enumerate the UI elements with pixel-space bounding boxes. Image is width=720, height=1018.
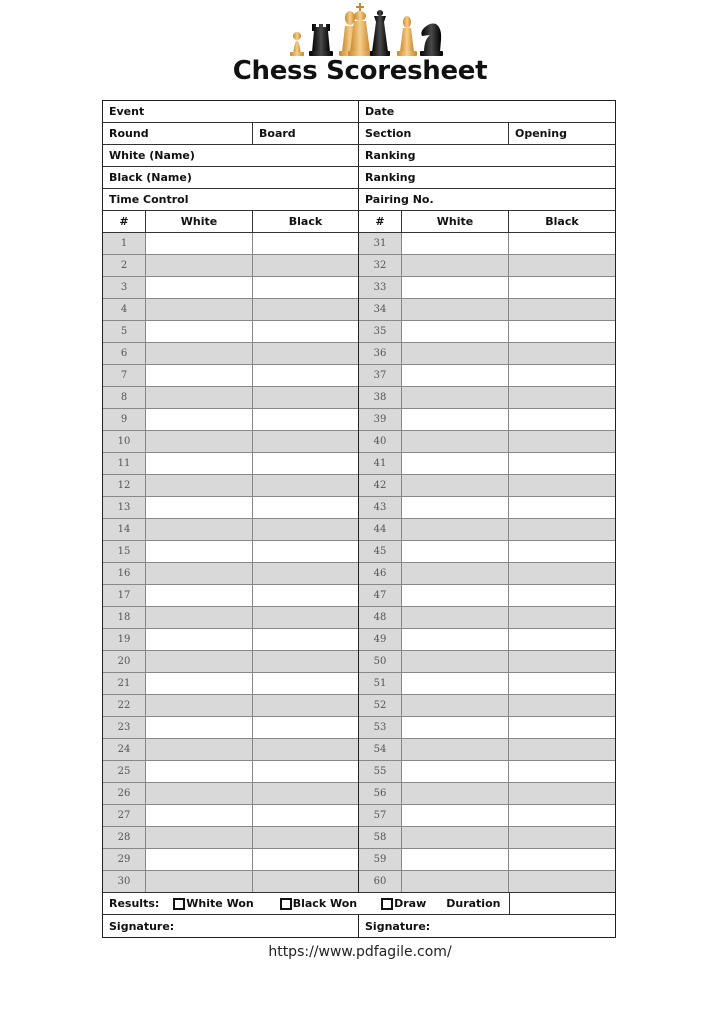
black-move-cell[interactable] [509, 475, 615, 496]
move-row [103, 365, 358, 387]
move-number: 8 [103, 387, 146, 408]
white-move-cell[interactable] [402, 761, 509, 782]
white-move-cell[interactable] [402, 629, 509, 650]
white-ranking-field[interactable]: Ranking [365, 149, 416, 162]
move-row [103, 299, 358, 321]
black-move-cell[interactable] [253, 871, 358, 892]
white-move-cell[interactable] [146, 805, 253, 826]
white-move-cell[interactable] [146, 343, 253, 364]
black-move-cell[interactable] [253, 233, 358, 254]
move-row [359, 277, 615, 299]
black-move-cell[interactable] [509, 739, 615, 760]
move-row [103, 321, 358, 343]
move-number: 41 [359, 453, 402, 474]
move-row [103, 673, 358, 695]
move-number: 32 [359, 255, 402, 276]
white-move-cell[interactable] [146, 827, 253, 848]
white-move-cell[interactable] [402, 343, 509, 364]
checkbox-icon[interactable] [280, 898, 292, 910]
header-row-round [103, 123, 615, 145]
move-number: 33 [359, 277, 402, 298]
move-row [103, 629, 358, 651]
move-number: 4 [103, 299, 146, 320]
move-number: 23 [103, 717, 146, 738]
move-number: 26 [103, 783, 146, 804]
move-number: 14 [103, 519, 146, 540]
move-row [103, 475, 358, 497]
moves-right-column [359, 233, 615, 893]
black-move-cell[interactable] [253, 497, 358, 518]
results-label: Results: [109, 897, 160, 910]
move-number: 49 [359, 629, 402, 650]
white-move-cell[interactable] [402, 299, 509, 320]
move-row [103, 453, 358, 475]
move-row [103, 541, 358, 563]
move-number: 25 [103, 761, 146, 782]
move-number: 38 [359, 387, 402, 408]
draw-label: Draw [394, 897, 427, 910]
move-row [359, 783, 615, 805]
white-move-cell[interactable] [146, 849, 253, 870]
black-move-cell[interactable] [509, 629, 615, 650]
black-move-cell[interactable] [509, 585, 615, 606]
move-number: 12 [103, 475, 146, 496]
header-row-white [103, 145, 615, 167]
move-number: 40 [359, 431, 402, 452]
black-move-cell[interactable] [509, 519, 615, 540]
move-number: 6 [103, 343, 146, 364]
white-move-cell[interactable] [146, 541, 253, 562]
move-number: 54 [359, 739, 402, 760]
white-move-cell[interactable] [146, 651, 253, 672]
header-row-black [103, 167, 615, 189]
move-number: 24 [103, 739, 146, 760]
move-number: 15 [103, 541, 146, 562]
white-move-cell[interactable] [402, 651, 509, 672]
move-row [359, 519, 615, 541]
black-move-cell[interactable] [509, 651, 615, 672]
black-move-cell[interactable] [253, 673, 358, 694]
black-move-cell[interactable] [253, 805, 358, 826]
move-row [103, 519, 358, 541]
move-row [359, 387, 615, 409]
black-move-cell[interactable] [253, 431, 358, 452]
move-row [103, 739, 358, 761]
bishop-light-icon [397, 16, 417, 56]
white-move-cell[interactable] [146, 453, 253, 474]
page-title: Chess Scoresheet [232, 56, 488, 86]
move-row [359, 453, 615, 475]
white-move-cell[interactable] [402, 585, 509, 606]
black-won-label: Black Won [292, 897, 358, 910]
move-row [359, 739, 615, 761]
move-number: 57 [359, 805, 402, 826]
queen-dark-icon [370, 10, 390, 56]
white-move-cell[interactable] [402, 277, 509, 298]
white-move-cell[interactable] [146, 585, 253, 606]
white-move-cell[interactable] [146, 431, 253, 452]
white-move-cell[interactable] [146, 277, 253, 298]
white-move-cell[interactable] [146, 629, 253, 650]
white-move-cell[interactable] [146, 717, 253, 738]
black-move-cell[interactable] [253, 343, 358, 364]
move-row [359, 607, 615, 629]
move-row [359, 431, 615, 453]
white-move-cell[interactable] [402, 387, 509, 408]
black-move-cell[interactable] [253, 717, 358, 738]
move-number: 5 [103, 321, 146, 342]
black-move-cell[interactable] [253, 607, 358, 628]
black-won-option[interactable] [280, 897, 357, 910]
time-control-field[interactable]: Time Control [109, 193, 189, 206]
move-row [359, 343, 615, 365]
black-move-cell[interactable] [253, 849, 358, 870]
move-row [359, 761, 615, 783]
move-row [359, 871, 615, 893]
move-number: 1 [103, 233, 146, 254]
white-move-cell[interactable] [146, 871, 253, 892]
move-number: 42 [359, 475, 402, 496]
move-row [103, 805, 358, 827]
date-field[interactable]: Date [365, 105, 395, 118]
results-cell [103, 893, 510, 914]
move-number: 34 [359, 299, 402, 320]
move-number: 46 [359, 563, 402, 584]
moves-grid [103, 233, 615, 893]
white-move-cell[interactable] [402, 607, 509, 628]
move-row [359, 651, 615, 673]
black-move-cell[interactable] [509, 277, 615, 298]
move-number: 29 [103, 849, 146, 870]
move-row [103, 849, 358, 871]
black-move-cell[interactable] [509, 761, 615, 782]
black-move-cell[interactable] [509, 233, 615, 254]
move-row [103, 761, 358, 783]
black-move-cell[interactable] [253, 255, 358, 276]
black-move-cell[interactable] [509, 343, 615, 364]
white-move-cell[interactable] [146, 607, 253, 628]
black-move-cell[interactable] [509, 563, 615, 584]
white-move-cell[interactable] [402, 541, 509, 562]
move-number: 22 [103, 695, 146, 716]
move-number: 10 [103, 431, 146, 452]
move-row [103, 233, 358, 255]
black-move-cell[interactable] [253, 277, 358, 298]
white-move-cell[interactable] [146, 739, 253, 760]
black-move-cell[interactable] [509, 673, 615, 694]
black-move-cell[interactable] [509, 497, 615, 518]
black-move-cell[interactable] [509, 299, 615, 320]
move-row [103, 409, 358, 431]
move-number: 16 [103, 563, 146, 584]
white-move-cell[interactable] [402, 695, 509, 716]
scoresheet-table [102, 100, 616, 938]
black-move-cell[interactable] [253, 651, 358, 672]
black-move-cell[interactable] [253, 761, 358, 782]
black-move-cell[interactable] [253, 541, 358, 562]
move-number: 30 [103, 871, 146, 892]
white-move-cell[interactable] [146, 321, 253, 342]
rook-dark-icon [309, 24, 333, 56]
white-move-cell[interactable] [402, 871, 509, 892]
white-move-cell[interactable] [402, 255, 509, 276]
move-number: 20 [103, 651, 146, 672]
event-field[interactable]: Event [109, 105, 145, 118]
white-move-cell[interactable] [402, 233, 509, 254]
white-won-label: White Won [186, 897, 254, 910]
move-number: 48 [359, 607, 402, 628]
move-row [359, 497, 615, 519]
pairing-no-field[interactable]: Pairing No. [365, 193, 434, 206]
white-move-cell[interactable] [402, 453, 509, 474]
white-move-cell[interactable] [402, 563, 509, 584]
move-number: 3 [103, 277, 146, 298]
white-move-cell[interactable] [402, 431, 509, 452]
move-number: 17 [103, 585, 146, 606]
white-name-field[interactable]: White (Name) [109, 149, 195, 162]
move-number: 35 [359, 321, 402, 342]
black-move-cell[interactable] [253, 321, 358, 342]
move-row [359, 585, 615, 607]
black-move-cell[interactable] [509, 783, 615, 804]
checkbox-icon[interactable] [381, 898, 393, 910]
black-move-cell[interactable] [253, 585, 358, 606]
move-row [359, 805, 615, 827]
black-ranking-field[interactable]: Ranking [365, 171, 416, 184]
pawn-light-icon [290, 32, 304, 56]
black-move-cell[interactable] [253, 387, 358, 408]
round-field[interactable]: Round [103, 123, 253, 144]
white-move-cell[interactable] [402, 849, 509, 870]
move-number: 52 [359, 695, 402, 716]
move-number: 9 [103, 409, 146, 430]
black-move-cell[interactable] [509, 695, 615, 716]
black-move-cell[interactable] [253, 299, 358, 320]
white-move-cell[interactable] [402, 365, 509, 386]
move-row [359, 365, 615, 387]
signature-left-field[interactable]: Signature: [109, 919, 175, 933]
move-row [103, 431, 358, 453]
move-row [103, 585, 358, 607]
move-row [359, 629, 615, 651]
move-row [359, 827, 615, 849]
white-move-cell[interactable] [146, 695, 253, 716]
move-row [359, 255, 615, 277]
col-num: # [359, 211, 402, 232]
move-row [359, 563, 615, 585]
black-move-cell[interactable] [509, 387, 615, 408]
move-number: 53 [359, 717, 402, 738]
move-row [103, 651, 358, 673]
black-move-cell[interactable] [509, 453, 615, 474]
black-move-cell[interactable] [253, 629, 358, 650]
white-move-cell[interactable] [146, 409, 253, 430]
checkbox-icon[interactable] [173, 898, 185, 910]
white-move-cell[interactable] [402, 475, 509, 496]
black-move-cell[interactable] [253, 827, 358, 848]
move-row [359, 299, 615, 321]
white-move-cell[interactable] [402, 673, 509, 694]
move-row [103, 871, 358, 893]
white-move-cell[interactable] [402, 519, 509, 540]
opening-field[interactable]: Opening [515, 127, 567, 140]
black-move-cell[interactable] [509, 255, 615, 276]
chess-pieces-logo [284, 2, 444, 58]
move-number: 13 [103, 497, 146, 518]
move-row [103, 277, 358, 299]
black-move-cell[interactable] [253, 783, 358, 804]
white-move-cell[interactable] [402, 783, 509, 804]
col-num: # [103, 211, 146, 232]
move-row [359, 321, 615, 343]
move-row [103, 343, 358, 365]
knight-dark-icon [420, 24, 443, 57]
white-move-cell[interactable] [402, 805, 509, 826]
col-black: Black [545, 215, 579, 228]
move-number: 27 [103, 805, 146, 826]
move-number: 58 [359, 827, 402, 848]
black-move-cell[interactable] [253, 519, 358, 540]
header-row-time [103, 189, 615, 211]
move-row [103, 497, 358, 519]
white-move-cell[interactable] [402, 321, 509, 342]
black-move-cell[interactable] [509, 321, 615, 342]
move-row [359, 541, 615, 563]
move-number: 51 [359, 673, 402, 694]
move-row [103, 827, 358, 849]
black-move-cell[interactable] [509, 607, 615, 628]
white-move-cell[interactable] [402, 717, 509, 738]
move-number: 45 [359, 541, 402, 562]
move-row [359, 233, 615, 255]
move-number: 7 [103, 365, 146, 386]
white-move-cell[interactable] [146, 563, 253, 584]
col-white: White [146, 211, 253, 232]
black-move-cell[interactable] [509, 541, 615, 562]
draw-option[interactable] [381, 897, 426, 910]
white-move-cell[interactable] [146, 475, 253, 496]
board-field[interactable]: Board [259, 127, 296, 140]
signature-row [103, 915, 615, 937]
move-row [103, 563, 358, 585]
black-move-cell[interactable] [509, 365, 615, 386]
move-row [103, 607, 358, 629]
move-row [103, 783, 358, 805]
move-number: 39 [359, 409, 402, 430]
col-black: Black [288, 215, 323, 228]
white-move-cell[interactable] [146, 519, 253, 540]
black-move-cell[interactable] [509, 827, 615, 848]
black-move-cell[interactable] [253, 409, 358, 430]
white-move-cell[interactable] [402, 739, 509, 760]
white-move-cell[interactable] [146, 673, 253, 694]
move-number: 2 [103, 255, 146, 276]
white-move-cell[interactable] [146, 761, 253, 782]
black-move-cell[interactable] [253, 365, 358, 386]
move-row [103, 255, 358, 277]
move-number: 31 [359, 233, 402, 254]
duration-field[interactable] [510, 893, 615, 914]
move-number: 50 [359, 651, 402, 672]
move-number: 55 [359, 761, 402, 782]
white-won-option[interactable] [173, 897, 253, 910]
moves-left-column [103, 233, 359, 893]
black-move-cell[interactable] [253, 739, 358, 760]
move-number: 11 [103, 453, 146, 474]
black-move-cell[interactable] [509, 409, 615, 430]
moves-column-header [103, 211, 615, 233]
move-row [359, 673, 615, 695]
move-number: 56 [359, 783, 402, 804]
white-move-cell[interactable] [146, 233, 253, 254]
black-move-cell[interactable] [509, 805, 615, 826]
black-move-cell[interactable] [509, 431, 615, 452]
move-row [359, 475, 615, 497]
move-row [103, 387, 358, 409]
move-number: 21 [103, 673, 146, 694]
white-move-cell[interactable] [146, 783, 253, 804]
move-number: 43 [359, 497, 402, 518]
move-number: 36 [359, 343, 402, 364]
move-number: 47 [359, 585, 402, 606]
col-white: White [402, 211, 509, 232]
move-row [103, 695, 358, 717]
results-row [103, 893, 615, 915]
black-move-cell[interactable] [509, 871, 615, 892]
move-number: 37 [359, 365, 402, 386]
white-move-cell[interactable] [146, 387, 253, 408]
move-row [359, 409, 615, 431]
black-move-cell[interactable] [509, 849, 615, 870]
move-number: 19 [103, 629, 146, 650]
black-name-field[interactable]: Black (Name) [109, 171, 192, 184]
duration-label: Duration [446, 897, 501, 910]
move-row [359, 849, 615, 871]
white-move-cell[interactable] [146, 299, 253, 320]
black-move-cell[interactable] [253, 695, 358, 716]
move-row [103, 717, 358, 739]
white-move-cell[interactable] [402, 827, 509, 848]
move-number: 18 [103, 607, 146, 628]
signature-right-field[interactable]: Signature: [365, 919, 431, 933]
move-number: 28 [103, 827, 146, 848]
black-move-cell[interactable] [253, 453, 358, 474]
footer-url: https://www.pdfagile.com/ [268, 944, 452, 960]
white-move-cell[interactable] [146, 497, 253, 518]
move-row [359, 717, 615, 739]
white-move-cell[interactable] [146, 255, 253, 276]
white-move-cell[interactable] [402, 497, 509, 518]
move-number: 60 [359, 871, 402, 892]
move-number: 44 [359, 519, 402, 540]
move-row [359, 695, 615, 717]
black-move-cell[interactable] [509, 717, 615, 738]
header-row-event [103, 101, 615, 123]
black-move-cell[interactable] [253, 563, 358, 584]
black-move-cell[interactable] [253, 475, 358, 496]
white-move-cell[interactable] [402, 409, 509, 430]
section-field[interactable]: Section [359, 123, 509, 144]
move-number: 59 [359, 849, 402, 870]
white-move-cell[interactable] [146, 365, 253, 386]
